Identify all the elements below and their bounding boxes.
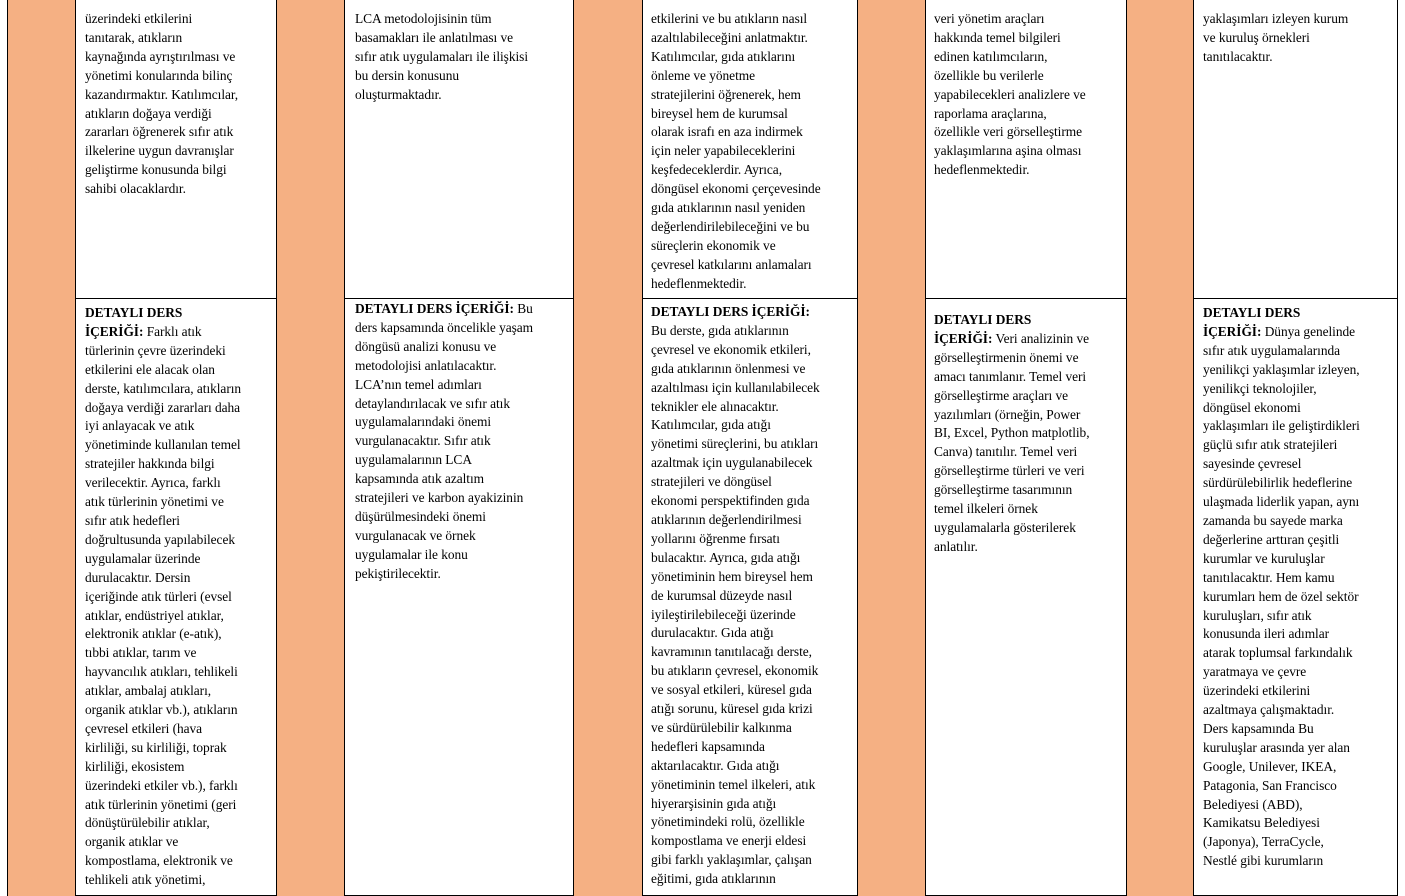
col2-detail-heading: DETAYLI DERS İÇERİĞİ: [355, 301, 514, 316]
col2-detail-text: Bu ders kapsamında öncelikle yaşam döngüsü analizi konusu ve metodolojisi anlatılacaktır. LCA’nın temel adımları detaylandırılacak ve sıfır atık uygulamalarındaki önemi vurgulanacaktır. Sıfır atık uygulamalarının LCA kapsamında atık azaltım stratejileri ve karbon ayakizinin düşürülmesindeki önemi vurgulanacak ve örnek uygulamalar ile konu pekiştirilecektir. [355, 301, 534, 581]
col3-objective-cell [642, 0, 858, 299]
col5-objective-text: yaklaşımları izleyen kurum ve kuruluş örnekleri tanıtılacaktır. [1203, 11, 1349, 64]
col4-objective-text: veri yönetim araçları hakkında temel bilgileri edinen katılımcıların, özellikle bu verilerle yapabilecekleri analizlere ve raporlama araçlarına, özellikle veri görselleştirme yaklaşımlarına aşina olması hedeflenmektedir. [934, 11, 1086, 178]
col4-detail-text: Veri analizinin ve görselleştirmenin önemi ve amacı tanımlanır. Temel veri görselleştirme araçları ve yazılımları (örneğin, Power BI, Excel, Python matplotlib, Canva) tanıtılır. Temel veri görselleştirme türleri ve veri görselleştirme tasarımının temel ilkeleri örnek uygulamalarla gösterilerek anlatılır. [934, 330, 1090, 554]
col1-detail-heading: DETAYLI DERS İÇERİĞİ: [85, 305, 183, 339]
col3-detail-heading: DETAYLI DERS İÇERİĞİ: [651, 304, 810, 319]
col1-objective-cell [75, 0, 277, 299]
col3-detail-text: Bu derste, gıda atıklarının çevresel ve ekonomik etkileri, gıda atıklarının önlenmesi ve azaltılması için kullanılabilecek teknikler ele alınacaktır. Katılımcılar, gıda atığı yönetimi süreçlerini, bu atıkları azaltmak için uygulanabilecek stratejileri ve döngüsel ekonomi perspektifinden gıda atıklarının değerlendirilmesi yollarını öğrenme fırsatı bulacaktır. Ayrıca, gıda atığı yönetiminin hem bireysel hem de kurumsal düzeyde nasıl iyileştirilebileceği üzerinde durulacaktır. Gıda atığı kavramının tanıtılacağı derste, bu atıkların çevresel, ekonomik ve sosyal etkileri, küresel gıda atığı sorunu, küresel gıda krizi ve sürdürülebilir kalkınma hedefleri kapsamında aktarılacaktır. Gıda atığı yönetiminin temel ilkeleri, atık hiyerarşisinin gıda atığı yönetimindeki rolü, özellikle kompostlama ve enerji eldesi gibi farklı yaklaşımlar, çalışan eğitimi, gıda atıklarının [651, 322, 820, 887]
orange-column-4 [857, 0, 926, 896]
col5-detail-cell [1193, 298, 1398, 896]
orange-column-2 [276, 0, 345, 896]
col1-detail-text: Farklı atık türlerinin çevre üzerindeki etkilerini ele alacak olan derste, katılımcılara, atıkların doğaya verdiği zararları daha iyi anlayacak ve atık yönetiminde kullanılan temel stratejiler hakkında bilgi verilecektir. Ayrıca, farklı atık türlerinin yönetimi ve sıfır atık hedefleri doğrultusunda yapılabilecek uygulamalar üzerinde durulacaktır. Dersin içeriğinde atık türleri (evsel atıklar, endüstriyel atıklar, elektronik atıklar (e-atık), tıbbi atıklar, tarım ve hayvancılık atıkları, tehlikeli atıklar, ambalaj atıkları, organik atıklar vb.), atıkların çevresel etkileri (hava kirliliği, su kirliliği, toprak kirliliği, ekosistem üzerindeki etkiler vb.), farklı atık türlerinin yönetimi (geri dönüştürülebilir atıklar, organik atıklar ve kompostlama, elektronik ve tehlikeli atık yönetimi, [85, 323, 242, 888]
col1-objective-text: üzerindeki etkilerini tanıtarak, atıkların kaynağında ayrıştırılması ve yönetimi konularında bilinç kazandırmaktır. Katılımcılar, atıkların doğaya verdiği zararları öğrenerek sıfır atık ilkelerine uygun davranışlar geliştirme konusunda bilgi sahibi olacaklardır. [85, 11, 239, 197]
col2-objective-cell [344, 0, 574, 299]
col5-detail-text: Dünya genelinde sıfır atık uygulamalarında yenilikçi yaklaşımlar izleyen, yenilikçi teknolojiler, döngüsel ekonomi yaklaşımları ile geliştirdikleri güçlü sıfır atık stratejileri sayesinde çevresel sürdürülebilirlik hedeflerine ulaşmada liderlik yapan, aynı zamanda bu sayede marka değerlerine arttıran çeşitli kurumlar ve kuruluşlar tanıtılacaktır. Hem kamu kurumları hem de özel sektör kuruluşları, sıfır atık konusunda ileri adımlar atarak toplumsal farkındalık yaratmaya ve çevre üzerindeki etkilerini azaltmaya çalışmaktadır. Ders kapsamında Bu kuruluşlar arasında yer alan Google, Unilever, IKEA, Patagonia, San Francisco Belediyesi (ABD), Kamikatsu Belediyesi (Japonya), TerraCycle, Nestlé gibi kurumların [1203, 323, 1360, 869]
orange-column-5 [1126, 0, 1194, 896]
orange-column-3 [573, 0, 643, 896]
col3-objective-text: etkilerini ve bu atıkların nasıl azaltılabileceğini anlatmaktır. Katılımcılar, gıda atıklarını önleme ve yönetme stratejilerini öğrenerek, hem bireysel hem de kurumsal olarak israfı en aza indirmek için neler yapabileceklerini keşfedeceklerdir. Ayrıca, döngüsel ekonomi çerçevesinde gıda atıklarının nasıl yeniden değerlendirilebileceğini ve bu süreçlerin ekonomik ve çevresel katkılarını anlamaları hedeflenmektedir. [651, 11, 821, 291]
col5-objective-cell [1193, 0, 1398, 299]
col5-detail-heading: DETAYLI DERS İÇERİĞİ: [1203, 305, 1301, 339]
col4-objective-cell [925, 0, 1127, 299]
col1-detail-cell [75, 298, 277, 896]
col2-detail-cell [344, 298, 574, 896]
orange-column-1 [7, 0, 76, 896]
col4-detail-heading: DETAYLI DERS İÇERİĞİ: [934, 312, 1032, 346]
col2-objective-text: LCA metodolojisinin tüm basamakları ile anlatılması ve sıfır atık uygulamaları ile ilişkisi bu dersin konusunu oluşturmaktadır. [355, 11, 528, 102]
col3-detail-cell [642, 298, 858, 896]
col4-detail-cell [925, 298, 1127, 896]
